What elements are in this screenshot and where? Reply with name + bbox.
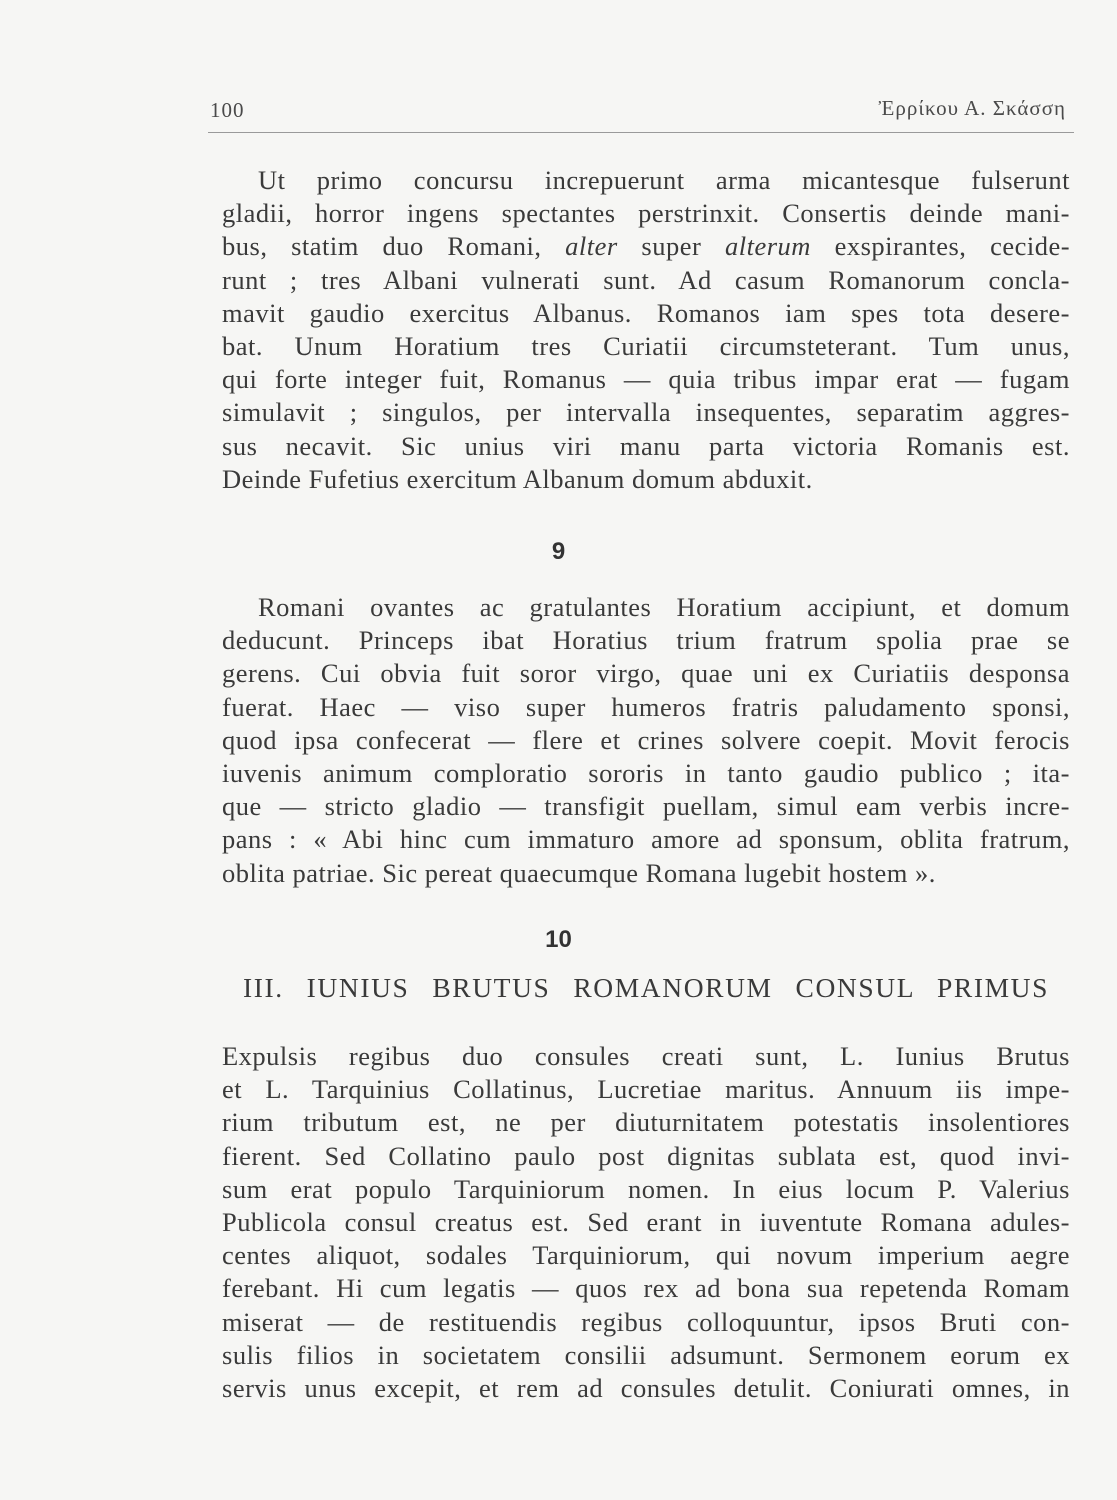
paragraph-section-8-end — [222, 164, 1070, 496]
text-line: que — stricto gladio — transfigit puellam, simul eam verbis incre- — [222, 791, 1070, 822]
text-line: Deinde Fufetius exercitum Albanum domum abduxit. — [222, 463, 813, 494]
text-line: Ut primo concursu increpuerunt arma micantesque fulserunt — [258, 165, 1070, 195]
text-line: bat. Unum Horatium tres Curiatii circumsteterant. Tum unus, — [222, 331, 1070, 362]
text-line: ferebant. Hi cum legatis — quos rex ad bona sua repetenda Romam — [222, 1273, 1070, 1304]
text-line: fierent. Sed Collatino paulo post dignitas sublata est, quod invi- — [222, 1140, 1070, 1171]
text-line: sum erat populo Tarquiniorum nomen. In eius locum P. Valerius — [222, 1173, 1070, 1204]
text-fragment: bus, statim duo Romani, — [222, 231, 542, 262]
text-line: pans : « Abi hinc cum immaturo amore ad sponsum, oblita fratrum, — [222, 824, 1070, 855]
text-line-with-italics — [222, 230, 1070, 263]
text-line: sulis filios in societatem consilii adsumunt. Sermonem eorum ex — [222, 1339, 1070, 1370]
running-head: Ἐρρίκου Α. Σκάσση — [878, 96, 1066, 120]
text-line: Publicola consul creatus est. Sed erant in iuventute Romana adules- — [222, 1207, 1070, 1238]
text-line: mavit gaudio exercitus Albanus. Romanos iam spes tota desere- — [222, 297, 1070, 328]
text-line: centes aliquot, sodales Tarquiniorum, qui novum imperium aegre — [222, 1240, 1070, 1271]
text-line: deducunt. Princeps ibat Horatius trium fratrum spolia prae se — [222, 625, 1070, 656]
paragraph-section-10 — [222, 1040, 1070, 1405]
text-line: rium tributum est, ne per diuturnitatem potestatis insolentiores — [222, 1107, 1070, 1138]
page-header — [208, 92, 1074, 133]
text-line: oblita patriae. Sic pereat quaecumque Romana lugebit hostem ». — [222, 857, 936, 888]
text-line: Romani ovantes ac gratulantes Horatium accipiunt, et domum — [258, 592, 1070, 622]
text-line: gladii, horror ingens spectantes perstrinxit. Consertis deinde mani- — [222, 198, 1070, 229]
text-line: gerens. Cui obvia fuit soror virgo, quae uni ex Curiatiis desponsa — [222, 658, 1070, 689]
page-number: 100 — [210, 98, 245, 122]
italic-word: alter — [565, 231, 618, 262]
text-line: Expulsis regibus duo consules creati sunt, L. Iunius Brutus — [222, 1041, 1070, 1071]
italic-word: alterum — [724, 231, 811, 262]
text-line: simulavit ; singulos, per intervalla insequentes, separatim aggres- — [222, 397, 1070, 428]
text-line: servis unus excepit, et rem ad consules detulit. Coniurati omnes, in — [222, 1373, 1070, 1404]
text-line: et L. Tarquinius Collatinus, Lucretiae maritus. Annuum iis impe- — [222, 1074, 1070, 1105]
text-fragment: super — [641, 231, 702, 262]
text-line: miserat — de restituendis regibus colloquuntur, ipsos Bruti con- — [222, 1306, 1070, 1337]
text-fragment: exspirantes, cecide- — [834, 231, 1071, 262]
section-title: III. IUNIUS BRUTUS ROMANORUM CONSUL PRIMUS — [243, 972, 1049, 1003]
text-line: quod ipsa confecerat — flere et crines solvere coepit. Movit ferocis — [222, 724, 1070, 755]
text-line: sus necavit. Sic unius viri manu parta victoria Romanis est. — [222, 430, 1070, 461]
section-number-10: 10 — [545, 926, 572, 953]
section-number-9: 9 — [551, 538, 566, 565]
text-line: runt ; tres Albani vulnerati sunt. Ad casum Romanorum concla- — [222, 264, 1070, 295]
paragraph-section-9 — [222, 591, 1070, 890]
text-line: iuvenis animum comploratio sororis in tanto gaudio publico ; ita- — [222, 758, 1070, 789]
text-line: fuerat. Haec — viso super humeros fratris paludamento sponsi, — [222, 691, 1070, 722]
text-line: qui forte integer fuit, Romanus — quia tribus impar erat — fugam — [222, 364, 1070, 395]
